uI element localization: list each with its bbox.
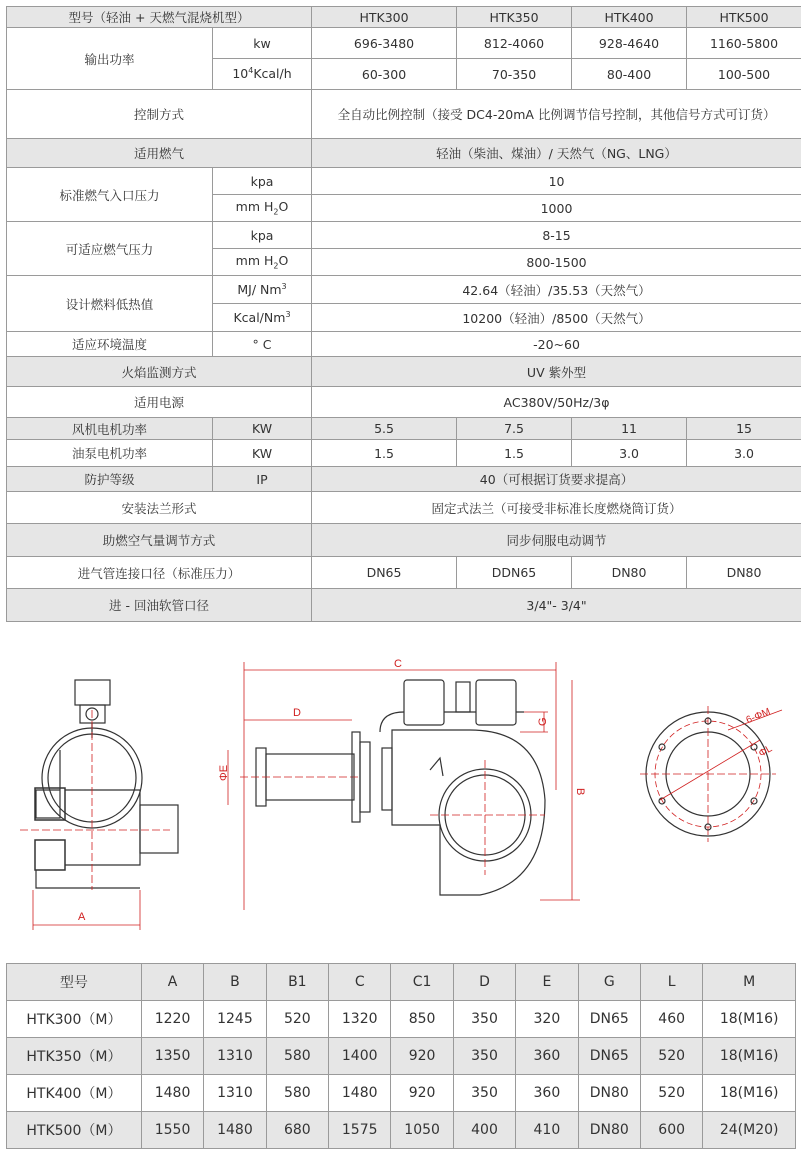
burner-drawings xyxy=(0,650,801,940)
fuel-label: 适用燃气 xyxy=(7,139,312,168)
table-row xyxy=(7,1075,796,1112)
spec-header-row xyxy=(7,7,801,28)
table-cell: 580 xyxy=(266,1038,328,1075)
dim-label-c: C xyxy=(394,658,402,670)
fuel-value: 轻油（柴油、煤油）/ 天然气（NG、LNG） xyxy=(312,139,801,168)
table-cell: 24(M20) xyxy=(703,1112,796,1149)
env-temp-label: 适应环境温度 xyxy=(7,332,213,357)
flame-value: UV 紫外型 xyxy=(312,357,801,387)
air-adjust-label: 助燃空气量调节方式 xyxy=(7,524,312,557)
control-value: 全自动比例控制（接受 DC4-20mA 比例调节信号控制，其他信号方式可订货） xyxy=(312,90,801,139)
table-cell: 520 xyxy=(640,1075,702,1112)
unit-cell: ° C xyxy=(213,332,312,357)
value-cell: 7.5 xyxy=(457,418,572,440)
table-cell: HTK400（M） xyxy=(7,1075,142,1112)
unit-cell: KW xyxy=(213,440,312,467)
table-cell: 1050 xyxy=(391,1112,453,1149)
spec-table xyxy=(6,6,801,622)
value-cell: 60-300 xyxy=(312,59,457,90)
dim-label-m: 6-ΦM xyxy=(744,706,773,727)
table-cell: 850 xyxy=(391,1001,453,1038)
table-cell: HTK350（M） xyxy=(7,1038,142,1075)
table-cell: 320 xyxy=(516,1001,578,1038)
table-cell: 410 xyxy=(516,1112,578,1149)
table-row xyxy=(7,1038,796,1075)
table-cell: 680 xyxy=(266,1112,328,1149)
value-cell: DN80 xyxy=(687,557,801,589)
model-name: HTK350 xyxy=(457,7,572,28)
protection-value: 40（可根据订货要求提高） xyxy=(312,467,801,492)
table-cell: 360 xyxy=(516,1075,578,1112)
unit-cell: mm $H_2O$ xyxy=(213,249,312,276)
unit-cell: IP xyxy=(213,467,312,492)
protection-label: 防护等级 xyxy=(7,467,213,492)
table-cell: 350 xyxy=(453,1075,515,1112)
table-cell: 18(M16) xyxy=(703,1038,796,1075)
value-cell: 1160-5800 xyxy=(687,28,801,59)
value-cell: 928-4640 xyxy=(572,28,687,59)
unit-cell: kpa xyxy=(213,222,312,249)
value-cell: 42.64（轻油）/35.53（天然气） xyxy=(312,276,801,304)
table-cell: 350 xyxy=(453,1038,515,1075)
value-cell: 5.5 xyxy=(312,418,457,440)
value-cell: 1000 xyxy=(312,195,801,222)
table-row xyxy=(7,1001,796,1038)
dimension-table xyxy=(6,963,796,1149)
front-view-drawing xyxy=(218,658,586,910)
table-cell: 1310 xyxy=(204,1075,266,1112)
dim-label-e: ΦE xyxy=(218,764,230,781)
table-cell: DN65 xyxy=(578,1038,640,1075)
value-cell: 812-4060 xyxy=(457,28,572,59)
table-cell: 920 xyxy=(391,1038,453,1075)
header-cell: 型号 xyxy=(7,964,142,1001)
value-cell: -20~60 xyxy=(312,332,801,357)
table-cell: 1480 xyxy=(329,1075,391,1112)
value-cell: 8-15 xyxy=(312,222,801,249)
table-cell: 1575 xyxy=(329,1112,391,1149)
table-cell: 920 xyxy=(391,1075,453,1112)
dimension-header-row xyxy=(7,964,796,1001)
hose-value: 3/4"- 3/4" xyxy=(312,589,801,622)
table-cell: 350 xyxy=(453,1001,515,1038)
std-pressure-label: 标准燃气入口压力 xyxy=(7,168,213,222)
table-cell: 1480 xyxy=(141,1075,203,1112)
control-label: 控制方式 xyxy=(7,90,312,139)
table-cell: 460 xyxy=(640,1001,702,1038)
table-cell: HTK500（M） xyxy=(7,1112,142,1149)
table-cell: 400 xyxy=(453,1112,515,1149)
table-cell: DN80 xyxy=(578,1112,640,1149)
header-cell: A xyxy=(141,964,203,1001)
unit-cell: mm $H_2O$ xyxy=(213,195,312,222)
table-row xyxy=(7,1112,796,1149)
inlet-label: 进气管连接口径（标准压力） xyxy=(7,557,312,589)
table-cell: 1480 xyxy=(204,1112,266,1149)
header-cell: B1 xyxy=(266,964,328,1001)
value-cell: 80-400 xyxy=(572,59,687,90)
unit-cell: kw xyxy=(213,28,312,59)
value-cell: 100-500 xyxy=(687,59,801,90)
side-view-drawing xyxy=(20,680,178,930)
table-cell: 1245 xyxy=(204,1001,266,1038)
model-name: HTK300 xyxy=(312,7,457,28)
unit-cell: $10^4Kcal/h$ xyxy=(213,59,312,90)
header-cell: G xyxy=(578,964,640,1001)
value-cell: 10 xyxy=(312,168,801,195)
header-cell: C xyxy=(329,964,391,1001)
model-label: 型号（轻油 + 天燃气混烧机型） xyxy=(7,7,312,28)
adapt-pressure-label: 可适应燃气压力 xyxy=(7,222,213,276)
pump-motor-label: 油泵电机功率 xyxy=(7,440,213,467)
value-cell: 10200（轻油）/8500（天然气） xyxy=(312,304,801,332)
value-cell: 15 xyxy=(687,418,801,440)
dim-label-g: G xyxy=(537,717,549,726)
table-cell: 1550 xyxy=(141,1112,203,1149)
unit-cell: kpa xyxy=(213,168,312,195)
air-adjust-value: 同步伺服电动调节 xyxy=(312,524,801,557)
dim-label-b: B xyxy=(574,788,586,796)
table-cell: 520 xyxy=(266,1001,328,1038)
value-cell: 3.0 xyxy=(572,440,687,467)
value-cell: 696-3480 xyxy=(312,28,457,59)
header-cell: D xyxy=(453,964,515,1001)
header-cell: E xyxy=(516,964,578,1001)
table-cell: 1400 xyxy=(329,1038,391,1075)
table-cell: HTK300（M） xyxy=(7,1001,142,1038)
table-cell: DN80 xyxy=(578,1075,640,1112)
unit-cell: MJ/ Nm$^3$ xyxy=(213,276,312,304)
header-cell: C1 xyxy=(391,964,453,1001)
flame-label: 火焰监测方式 xyxy=(7,357,312,387)
fan-motor-label: 风机电机功率 xyxy=(7,418,213,440)
flange-value: 固定式法兰（可接受非标准长度燃烧筒订货） xyxy=(312,492,801,524)
table-cell: 18(M16) xyxy=(703,1001,796,1038)
power-supply-label: 适用电源 xyxy=(7,387,312,418)
unit-cell: KW xyxy=(213,418,312,440)
model-name: HTK400 xyxy=(572,7,687,28)
power-supply-value: AC380V/50Hz/3φ xyxy=(312,387,801,418)
value-cell: 800-1500 xyxy=(312,249,801,276)
flange-view-drawing xyxy=(640,706,782,842)
value-cell: 11 xyxy=(572,418,687,440)
table-cell: 600 xyxy=(640,1112,702,1149)
dim-label-a: A xyxy=(78,911,86,923)
table-cell: DN65 xyxy=(578,1001,640,1038)
heat-value-label: 设计燃料低热值 xyxy=(7,276,213,332)
model-name: HTK500 xyxy=(687,7,801,28)
header-cell: M xyxy=(703,964,796,1001)
header-cell: L xyxy=(640,964,702,1001)
header-cell: B xyxy=(204,964,266,1001)
table-cell: 1320 xyxy=(329,1001,391,1038)
value-cell: 1.5 xyxy=(312,440,457,467)
table-cell: 1350 xyxy=(141,1038,203,1075)
table-cell: 520 xyxy=(640,1038,702,1075)
value-cell: DDN65 xyxy=(457,557,572,589)
unit-cell: Kcal/Nm$^3$ xyxy=(213,304,312,332)
dim-label-l: ΦL xyxy=(756,743,775,760)
output-power-label: 输出功率 xyxy=(7,28,213,90)
table-cell: 1310 xyxy=(204,1038,266,1075)
hose-label: 进 - 回油软管口径 xyxy=(7,589,312,622)
table-cell: 18(M16) xyxy=(703,1075,796,1112)
value-cell: DN65 xyxy=(312,557,457,589)
value-cell: 70-350 xyxy=(457,59,572,90)
dim-label-d: D xyxy=(293,707,301,719)
table-cell: 580 xyxy=(266,1075,328,1112)
value-cell: DN80 xyxy=(572,557,687,589)
flange-label: 安装法兰形式 xyxy=(7,492,312,524)
table-cell: 360 xyxy=(516,1038,578,1075)
table-cell: 1220 xyxy=(141,1001,203,1038)
value-cell: 3.0 xyxy=(687,440,801,467)
value-cell: 1.5 xyxy=(457,440,572,467)
